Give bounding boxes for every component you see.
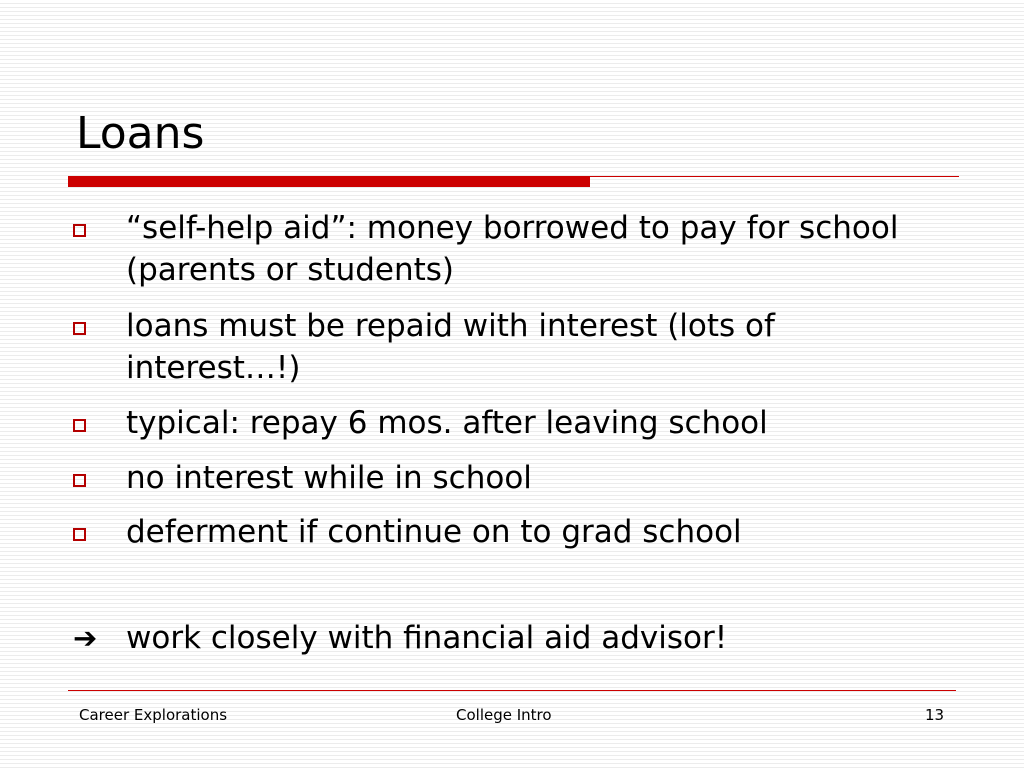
square-bullet-icon (73, 224, 86, 237)
footer-rule (68, 690, 956, 691)
square-bullet-icon (73, 322, 86, 335)
bullet-text: loans must be repaid with interest (lots of interest…!) (126, 308, 775, 386)
callout-text: work closely with financial aid advisor! (126, 620, 728, 656)
footer-center-text: College Intro (456, 706, 552, 724)
bullet-text: deferment if continue on to grad school (126, 514, 742, 550)
bullet-text: “self-help aid”: money borrowed to pay for school (parents or students) (126, 210, 899, 288)
page-number: 13 (925, 706, 945, 724)
footer-left-text: Career Explorations (79, 706, 228, 724)
arrow-right-icon: ➔ (73, 621, 98, 655)
slide-title: Loans (76, 108, 205, 159)
square-bullet-icon (73, 419, 86, 432)
square-bullet-icon (73, 528, 86, 541)
bullet-text: typical: repay 6 mos. after leaving school (126, 405, 768, 441)
bullet-text: no interest while in school (126, 460, 532, 496)
square-bullet-icon (73, 474, 86, 487)
